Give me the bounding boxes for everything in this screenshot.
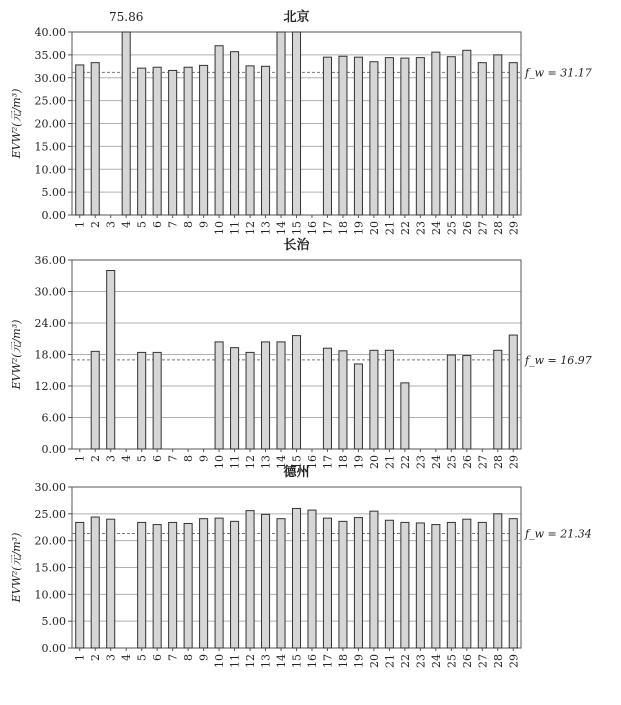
bar-6 <box>153 525 161 648</box>
bar-14 <box>277 32 285 215</box>
bar-12 <box>246 511 254 648</box>
bar-11 <box>231 521 239 648</box>
bar-8 <box>184 67 192 215</box>
x-tick-label: 9 <box>197 654 211 661</box>
x-tick-label: 22 <box>398 654 412 668</box>
x-tick-label: 21 <box>383 221 397 235</box>
x-tick-label: 4 <box>120 654 134 661</box>
x-tick-label: 26 <box>460 221 474 235</box>
y-tick-label: 0.00 <box>41 443 66 456</box>
y-tick-label: 0.00 <box>41 642 66 655</box>
bar-9 <box>200 65 208 215</box>
data-label: 75.86 <box>109 10 144 24</box>
x-tick-label: 24 <box>429 455 443 469</box>
bar-24 <box>432 525 440 648</box>
bar-5 <box>138 352 146 449</box>
bar-25 <box>447 355 455 449</box>
x-tick-label: 15 <box>290 221 304 235</box>
x-tick-label: 15 <box>290 654 304 668</box>
bar-3 <box>107 519 115 648</box>
bar-18 <box>339 351 347 449</box>
x-tick-label: 25 <box>445 455 459 469</box>
x-tick-label: 18 <box>336 221 350 235</box>
x-tick-label: 8 <box>182 455 196 462</box>
bar-22 <box>401 522 409 648</box>
chart-panel-3 <box>10 464 592 668</box>
bar-1 <box>76 65 84 215</box>
x-tick-label: 19 <box>352 221 366 235</box>
bar-27 <box>478 522 486 648</box>
reference-line-label: f_w = 16.97 <box>525 353 592 367</box>
x-tick-label: 25 <box>445 221 459 235</box>
x-tick-label: 1 <box>73 455 87 462</box>
bar-26 <box>463 50 471 215</box>
x-tick-label: 23 <box>414 654 428 668</box>
x-tick-label: 6 <box>151 455 165 462</box>
chart-title: 长治 <box>283 238 310 253</box>
chart-panel-1 <box>10 9 592 235</box>
bar-3 <box>107 271 115 450</box>
bar-2 <box>91 517 99 648</box>
y-tick-label: 24.00 <box>34 317 66 330</box>
bar-7 <box>169 70 177 215</box>
bar-17 <box>323 348 331 449</box>
bar-11 <box>231 52 239 215</box>
x-tick-label: 28 <box>491 221 505 236</box>
bar-13 <box>262 514 270 648</box>
x-tick-label: 29 <box>507 455 521 469</box>
y-tick-label: 30.00 <box>34 71 66 85</box>
x-tick-label: 10 <box>213 455 227 469</box>
bar-29 <box>509 519 517 648</box>
bar-24 <box>432 52 440 215</box>
x-tick-label: 15 <box>290 455 304 469</box>
x-tick-label: 20 <box>367 221 381 235</box>
x-tick-label: 23 <box>414 455 428 469</box>
x-tick-label: 12 <box>244 455 258 469</box>
y-tick-label: 10.00 <box>34 588 66 602</box>
bar-10 <box>215 518 223 648</box>
bar-22 <box>401 58 409 215</box>
x-tick-label: 23 <box>414 221 428 235</box>
x-tick-label: 18 <box>336 654 350 668</box>
bar-27 <box>478 63 486 215</box>
bar-10 <box>215 342 223 449</box>
bar-5 <box>138 68 146 215</box>
y-axis-label: EVW²(元/m³) <box>10 532 23 603</box>
x-tick-label: 28 <box>491 654 505 668</box>
x-tick-label: 5 <box>135 654 149 661</box>
bar-14 <box>277 342 285 449</box>
reference-line-label: f_w = 31.17 <box>525 66 592 80</box>
x-tick-label: 8 <box>182 654 196 661</box>
bar-5 <box>138 522 146 648</box>
bar-25 <box>447 57 455 215</box>
bar-12 <box>246 352 254 449</box>
y-axis-label: EVW²(元/m³) <box>10 319 23 390</box>
y-tick-label: 30.00 <box>34 481 66 494</box>
x-tick-label: 7 <box>166 654 180 661</box>
x-tick-label: 21 <box>383 654 397 668</box>
x-tick-label: 14 <box>275 455 289 469</box>
y-tick-label: 15.00 <box>34 561 66 575</box>
bar-26 <box>463 519 471 648</box>
x-tick-label: 1 <box>73 654 87 661</box>
y-tick-label: 12.00 <box>34 380 66 393</box>
x-tick-label: 17 <box>321 221 335 235</box>
x-tick-label: 21 <box>383 455 397 469</box>
x-tick-label: 19 <box>352 455 366 469</box>
x-tick-label: 16 <box>305 221 319 235</box>
bar-17 <box>323 518 331 648</box>
x-tick-label: 11 <box>228 221 242 235</box>
bar-13 <box>262 342 270 449</box>
bar-2 <box>91 351 99 449</box>
bar-25 <box>447 522 455 648</box>
bar-16 <box>308 510 316 648</box>
bar-26 <box>463 356 471 449</box>
bar-15 <box>292 336 300 449</box>
x-tick-label: 29 <box>507 654 521 668</box>
x-tick-label: 19 <box>352 654 366 668</box>
x-tick-label: 14 <box>275 221 289 235</box>
y-tick-label: 20.00 <box>34 117 66 131</box>
bar-11 <box>231 348 239 449</box>
y-tick-label: 35.00 <box>34 48 66 62</box>
x-tick-label: 16 <box>305 455 319 469</box>
y-tick-label: 36.00 <box>34 254 66 267</box>
bar-13 <box>262 66 270 215</box>
reference-line-label: f_w = 21.34 <box>525 527 592 541</box>
y-tick-label: 0.00 <box>41 209 66 222</box>
y-tick-label: 40.00 <box>34 26 66 39</box>
bar-20 <box>370 62 378 215</box>
bar-29 <box>509 63 517 215</box>
y-axis-label: EVW²(元/m³) <box>10 88 23 159</box>
chart-title: 德州 <box>283 465 310 480</box>
y-tick-label: 6.00 <box>41 411 66 425</box>
bar-21 <box>385 58 393 215</box>
bar-7 <box>169 522 177 648</box>
bar-15 <box>292 32 300 215</box>
y-tick-label: 10.00 <box>34 163 66 177</box>
bar-17 <box>323 57 331 215</box>
x-tick-label: 6 <box>151 654 165 661</box>
chart-title: 北京 <box>283 10 310 25</box>
bar-23 <box>416 58 424 215</box>
x-tick-label: 11 <box>228 654 242 668</box>
y-tick-label: 25.00 <box>34 94 66 108</box>
bar-12 <box>246 66 254 215</box>
x-tick-label: 2 <box>89 221 103 228</box>
x-tick-label: 26 <box>460 654 474 668</box>
x-tick-label: 18 <box>336 455 350 469</box>
x-tick-label: 5 <box>135 455 149 462</box>
x-tick-label: 26 <box>460 455 474 469</box>
x-tick-label: 27 <box>476 455 490 469</box>
x-tick-label: 3 <box>104 455 118 462</box>
x-tick-label: 9 <box>197 221 211 228</box>
x-tick-label: 1 <box>73 221 87 228</box>
bar-19 <box>354 518 362 648</box>
bar-20 <box>370 350 378 449</box>
bar-6 <box>153 67 161 215</box>
x-tick-label: 20 <box>367 455 381 469</box>
y-tick-label: 25.00 <box>34 507 66 521</box>
x-tick-label: 7 <box>166 455 180 462</box>
x-tick-label: 16 <box>305 654 319 668</box>
y-tick-label: 5.00 <box>41 186 66 200</box>
bar-15 <box>292 508 300 648</box>
bar-21 <box>385 520 393 648</box>
x-tick-label: 11 <box>228 455 242 469</box>
bar-21 <box>385 350 393 449</box>
x-tick-label: 28 <box>491 455 505 470</box>
bar-20 <box>370 511 378 648</box>
bar-18 <box>339 521 347 648</box>
x-tick-label: 14 <box>275 654 289 668</box>
bar-28 <box>494 350 502 449</box>
x-tick-label: 17 <box>321 455 335 469</box>
x-tick-label: 5 <box>135 221 149 228</box>
bar-29 <box>509 335 517 449</box>
x-tick-label: 27 <box>476 221 490 235</box>
x-tick-label: 13 <box>259 654 273 668</box>
x-tick-label: 6 <box>151 221 165 228</box>
bar-28 <box>494 514 502 648</box>
x-tick-label: 7 <box>166 221 180 228</box>
bar-8 <box>184 523 192 648</box>
x-tick-label: 27 <box>476 654 490 668</box>
bar-6 <box>153 352 161 449</box>
x-tick-label: 24 <box>429 654 443 668</box>
bar-19 <box>354 57 362 215</box>
x-tick-label: 25 <box>445 654 459 668</box>
x-tick-label: 22 <box>398 455 412 469</box>
bar-4 <box>122 32 130 215</box>
x-tick-label: 4 <box>120 455 134 462</box>
x-tick-label: 9 <box>197 455 211 462</box>
x-tick-label: 2 <box>89 455 103 462</box>
x-tick-label: 13 <box>259 455 273 469</box>
bar-2 <box>91 63 99 215</box>
bar-1 <box>76 522 84 648</box>
y-tick-label: 5.00 <box>41 615 66 629</box>
y-tick-label: 20.00 <box>34 534 66 548</box>
bar-28 <box>494 55 502 215</box>
x-tick-label: 12 <box>244 221 258 235</box>
x-tick-label: 8 <box>182 221 196 228</box>
x-tick-label: 3 <box>104 221 118 228</box>
bar-19 <box>354 364 362 449</box>
bar-10 <box>215 46 223 215</box>
x-tick-label: 3 <box>104 654 118 661</box>
x-tick-label: 4 <box>120 221 134 228</box>
bar-14 <box>277 519 285 648</box>
x-tick-label: 29 <box>507 221 521 235</box>
x-tick-label: 12 <box>244 654 258 668</box>
x-tick-label: 13 <box>259 221 273 235</box>
bar-22 <box>401 383 409 449</box>
bar-18 <box>339 56 347 215</box>
chart-panel-2 <box>10 237 592 469</box>
y-tick-label: 15.00 <box>34 140 66 154</box>
x-tick-label: 22 <box>398 221 412 235</box>
x-tick-label: 20 <box>367 654 381 668</box>
bar-9 <box>200 519 208 648</box>
x-tick-label: 17 <box>321 654 335 668</box>
x-tick-label: 24 <box>429 221 443 235</box>
x-tick-label: 10 <box>213 654 227 668</box>
x-tick-label: 2 <box>89 654 103 661</box>
y-tick-label: 30.00 <box>34 285 66 299</box>
bar-23 <box>416 523 424 648</box>
y-tick-label: 18.00 <box>34 348 66 362</box>
x-tick-label: 10 <box>213 221 227 235</box>
